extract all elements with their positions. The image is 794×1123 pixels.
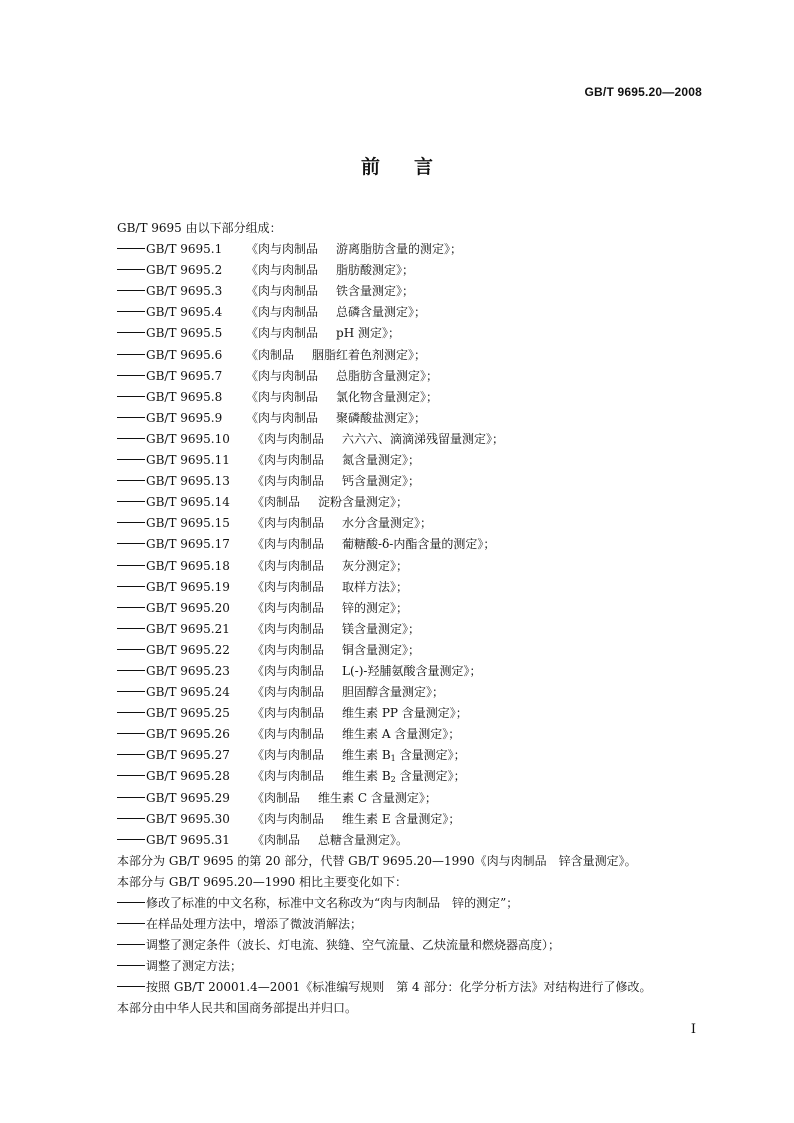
part-title: 总磷含量测定》； [336,305,427,320]
part-title-prefix: 《肉与肉制品 [246,305,319,320]
list-item [117,302,717,323]
part-title-prefix: 《肉与肉制品 [252,748,325,763]
part-title: 游离脂肪含量的测定》； [336,242,463,257]
list-item [117,260,717,281]
part-title: 脂肪酸测定》； [336,263,415,278]
proposer-note: 本部分由中华人民共和国商务部提出并归口。 [117,1001,358,1016]
dash-mark [117,586,145,587]
changes-intro: 本部分与 GB/T 9695.20—1990 相比主要变化如下： [117,874,408,889]
intro-text: GB/T 9695 由以下部分组成： [117,221,282,235]
list-item [117,619,717,640]
part-title-prefix: 《肉制品 [252,495,301,510]
part-code: GB/T 9695.20 [146,600,230,615]
dash-mark [117,775,145,776]
list-item [117,703,717,724]
part-title-prefix: 《肉与肉制品 [252,579,325,594]
part-title-prefix: 《肉与肉制品 [246,326,319,341]
dash-mark [117,902,145,903]
part-title-prefix: 《肉与肉制品 [252,663,325,678]
part-title: 钙含量测定》； [342,474,421,489]
part-title-prefix: 《肉与肉制品 [252,453,325,468]
part-code: GB/T 9695.18 [146,558,230,573]
change-text: 调整了测定方法； [146,959,243,974]
dash-mark [117,501,145,502]
list-item [117,323,717,344]
list-item [117,387,717,408]
part-title-prefix: 《肉与肉制品 [252,537,325,552]
list-item [117,640,717,661]
part-title: 胭脂红着色剂测定》； [312,347,427,362]
list-item [117,788,717,809]
part-code: GB/T 9695.6 [146,347,223,362]
dash-mark [117,248,145,249]
part-title: 水分含量测定》； [342,516,433,531]
list-item [117,366,717,387]
dash-mark [117,818,145,819]
changes-list [117,893,717,998]
part-title-prefix: 《肉与肉制品 [252,769,325,784]
standard-code: GB/T 9695.20—2008 [584,85,702,99]
part-title: 铜含量测定》； [342,642,421,657]
dash-mark [117,712,145,713]
part-title-prefix: 《肉制品 [252,790,301,805]
part-code: GB/T 9695.5 [146,326,223,341]
part-code: GB/T 9695.2 [146,263,223,278]
part-title-prefix: 《肉与肉制品 [252,706,325,721]
part-title-prefix: 《肉与肉制品 [246,263,319,278]
part-title: 维生素 E 含量测定》； [342,811,461,826]
part-title: 胆固醇含量测定》； [342,685,445,700]
dash-mark [117,754,145,755]
dash-mark [117,375,145,376]
dash-mark [117,354,145,355]
dash-mark [117,944,145,945]
dash-mark [117,332,145,333]
part-title: 六六六、滴滴涕残留量测定》； [342,431,505,446]
part-title-prefix: 《肉与肉制品 [252,642,325,657]
part-title: 铁含量测定》； [336,284,415,299]
part-title-prefix: 《肉与肉制品 [252,600,325,615]
part-title: 维生素 PP 含量测定》； [342,706,468,721]
dash-mark [117,628,145,629]
part-code: GB/T 9695.23 [146,663,230,678]
list-item [117,471,717,492]
list-item [117,766,717,787]
parts-list [117,239,717,851]
part-title-prefix: 《肉与肉制品 [252,811,325,826]
part-title: 聚磷酸盐测定》； [336,410,427,425]
part-code: GB/T 9695.24 [146,685,230,700]
list-item [117,598,717,619]
list-item [117,809,717,830]
list-item [117,450,717,471]
change-item [117,977,717,998]
part-title: 镁含量测定》； [342,621,421,636]
part-title-prefix: 《肉与肉制品 [252,431,325,446]
list-item [117,682,717,703]
change-item [117,914,717,935]
part-code: GB/T 9695.9 [146,410,223,425]
list-item [117,534,717,555]
change-item [117,956,717,977]
part-title: 总糖含量测定》。 [318,832,409,847]
dash-mark [117,839,145,840]
dash-mark [117,607,145,608]
part-code: GB/T 9695.26 [146,727,230,742]
part-code: GB/T 9695.31 [146,832,230,847]
list-item [117,724,717,745]
list-item [117,239,717,260]
part-title: 灰分测定》； [342,558,409,573]
part-code: GB/T 9695.4 [146,305,223,320]
replace-note: 本部分为 GB/T 9695 的第 20 部分，代替 GB/T 9695.20—1990《肉与肉制品 锌含量测定》。 [117,853,637,868]
part-code: GB/T 9695.1 [146,242,223,257]
part-code: GB/T 9695.17 [146,537,230,552]
dash-mark [117,417,145,418]
list-item [117,281,717,302]
page-number: I [690,1022,696,1037]
part-code: GB/T 9695.15 [146,516,230,531]
change-text: 在样品处理方法中，增添了微波消解法； [146,917,363,932]
part-title-prefix: 《肉制品 [252,832,301,847]
dash-mark [117,691,145,692]
list-item [117,345,717,366]
part-code: GB/T 9695.13 [146,474,230,489]
part-title-prefix: 《肉与肉制品 [252,621,325,636]
dash-mark [117,459,145,460]
part-title: 葡糖酸-δ-内酯含量的测定》； [342,537,496,552]
dash-mark [117,986,145,987]
dash-mark [117,565,145,566]
part-title-prefix: 《肉与肉制品 [252,516,325,531]
part-title-prefix: 《肉与肉制品 [252,727,325,742]
part-code: GB/T 9695.10 [146,431,230,446]
change-text: 调整了测定条件（波长、灯电流、狭缝、空气流量、乙炔流量和燃烧器高度）； [146,938,561,953]
dash-mark [117,923,145,924]
part-title: L(-)-羟脯氨酸含量测定》； [342,663,482,678]
dash-mark [117,311,145,312]
part-code: GB/T 9695.30 [146,811,230,826]
dash-mark [117,670,145,671]
part-title-prefix: 《肉与肉制品 [246,389,319,404]
list-item [117,577,717,598]
list-item [117,661,717,682]
part-title-prefix: 《肉与肉制品 [252,685,325,700]
list-item [117,513,717,534]
part-title-prefix: 《肉与肉制品 [246,410,319,425]
part-code: GB/T 9695.8 [146,389,223,404]
dash-mark [117,480,145,481]
part-code: GB/T 9695.21 [146,621,230,636]
dash-mark [117,438,145,439]
list-item [117,408,717,429]
dash-mark [117,733,145,734]
part-title-prefix: 《肉与肉制品 [246,242,319,257]
change-text: 修改了标准的中文名称，标准中文名称改为“肉与肉制品 锌的测定”； [146,896,519,910]
dash-mark [117,543,145,544]
dash-mark [117,797,145,798]
part-code: GB/T 9695.28 [146,769,230,784]
part-title-prefix: 《肉与肉制品 [246,368,319,383]
list-item [117,429,717,450]
list-item [117,830,717,851]
list-item [117,745,717,766]
dash-mark [117,965,145,966]
change-item [117,893,717,914]
part-title: 维生素 $B_1$ 含量测定》； [342,748,466,764]
part-title-prefix: 《肉制品 [246,347,295,362]
change-item [117,935,717,956]
part-title-prefix: 《肉与肉制品 [252,474,325,489]
part-code: GB/T 9695.19 [146,579,230,594]
part-code: GB/T 9695.29 [146,790,230,805]
part-title: 维生素 C 含量测定》； [318,790,437,805]
part-code: GB/T 9695.27 [146,748,230,763]
subscript: 1 [390,754,396,764]
dash-mark [117,522,145,523]
part-title: 淀粉含量测定》； [318,495,409,510]
change-text: 按照 GB/T 20001.4—2001《标准编写规则 第 4 部分：化学分析方法》对结构进行了修改。 [146,980,652,995]
part-title: 维生素 A 含量测定》； [342,727,461,742]
part-title: 维生素 $B_2$ 含量测定》； [342,769,466,785]
dash-mark [117,649,145,650]
part-code: GB/T 9695.25 [146,706,230,721]
part-title: 氮含量测定》； [342,453,421,468]
subscript: 2 [390,775,396,785]
list-item [117,492,717,513]
part-title: pH 测定》； [336,326,400,341]
part-code: GB/T 9695.3 [146,284,223,299]
dash-mark [117,396,145,397]
part-code: GB/T 9695.7 [146,368,223,383]
part-code: GB/T 9695.14 [146,495,230,510]
part-code: GB/T 9695.22 [146,642,230,657]
part-title: 氯化物含量测定》； [336,389,439,404]
foreword-body [117,218,717,1020]
part-code: GB/T 9695.11 [146,453,230,468]
part-title-prefix: 《肉与肉制品 [246,284,319,299]
list-item [117,556,717,577]
part-title: 锌的测定》； [342,600,409,615]
page-title: 前言 [360,156,467,178]
dash-mark [117,269,145,270]
dash-mark [117,290,145,291]
part-title-prefix: 《肉与肉制品 [252,558,325,573]
part-title: 总脂肪含量测定》； [336,368,439,383]
part-title: 取样方法》； [342,579,409,594]
